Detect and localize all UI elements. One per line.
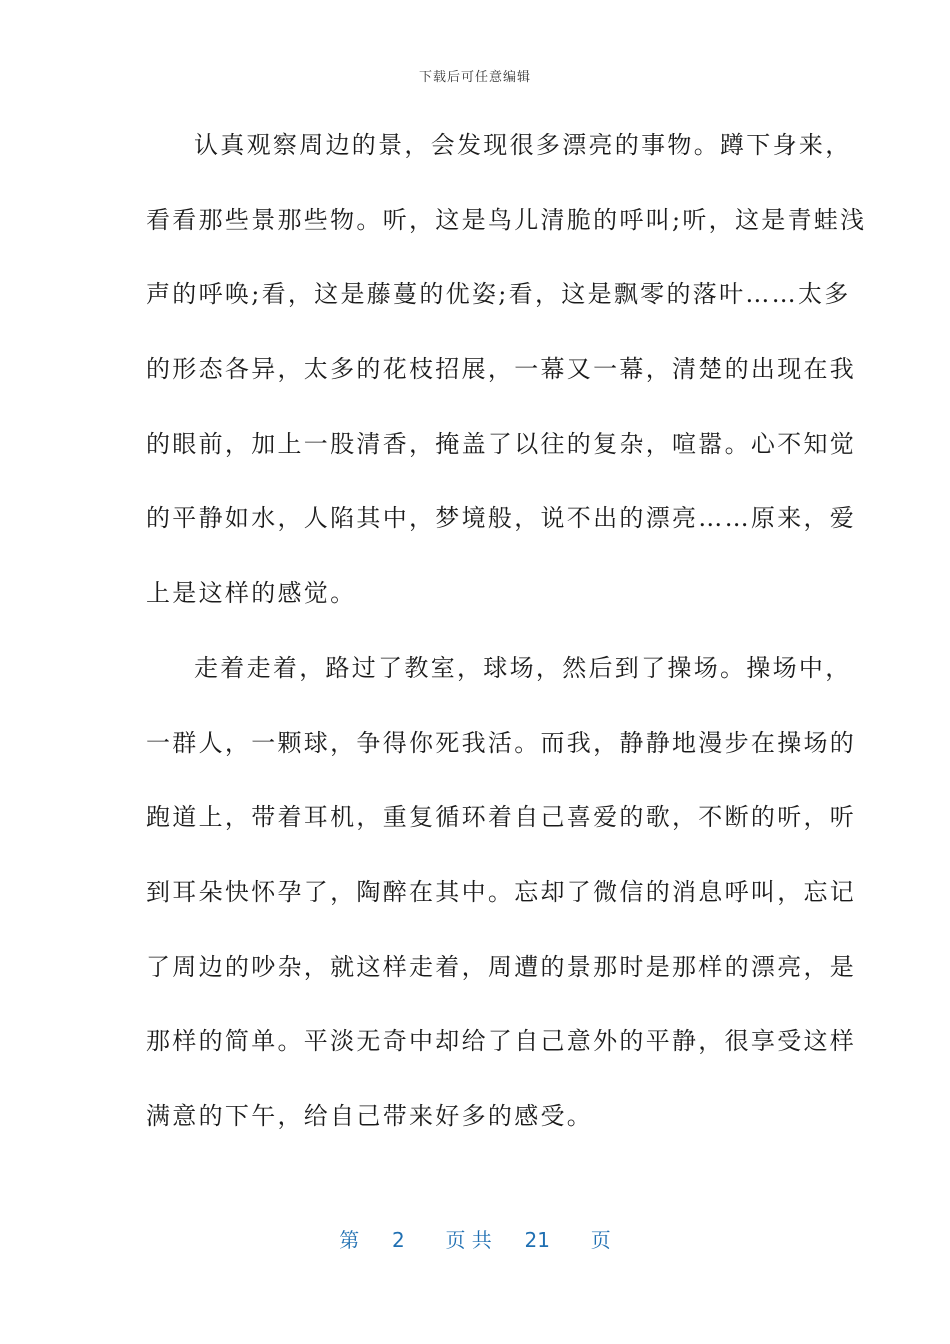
paragraph-line: 跑道上，带着耳机，重复循环着自己喜爱的歌，不断的听，听 [146,803,857,832]
paragraph-line: 的眼前，加上一股清香，掩盖了以往的复杂，喧嚣。心不知觉 [146,429,857,458]
paragraph-line: 看看那些景那些物。听，这是鸟儿清脆的呼叫;听，这是青蛙浅 [146,205,867,234]
document-body [146,108,867,1154]
footer-prefix: 第 [339,1228,360,1252]
paragraph-line: 走着走着，路过了教室，球场，然后到了操场。操场中， [194,653,852,682]
paragraph-line: 满意的下午，给自己带来好多的感受。 [146,1101,594,1130]
paragraph-line: 的平静如水，人陷其中，梦境般，说不出的漂亮……原来，爱 [146,504,857,533]
paragraph-line: 那样的简单。平淡无奇中却给了自己意外的平静，很享受这样 [146,1027,857,1056]
paragraph-1 [146,108,867,631]
page-header: 下载后可任意编辑 [418,70,531,85]
paragraph-line: 的形态各异，太多的花枝招展，一幕又一幕，清楚的出现在我 [146,355,857,384]
total-pages-number: 21 [524,1228,550,1252]
paragraph-line: 一群人，一颗球，争得你死我活。而我，静静地漫步在操场的 [146,728,857,757]
footer-middle: 页 共 [445,1228,492,1252]
paragraph-line: 了周边的吵杂，就这样走着，周遭的景那时是那样的漂亮，是 [146,952,857,981]
paragraph-line: 认真观察周边的景，会发现很多漂亮的事物。蹲下身来， [194,131,852,159]
page-footer [0,1224,950,1253]
paragraph-line: 到耳朵快怀孕了，陶醉在其中。忘却了微信的消息呼叫，忘记 [146,877,857,906]
paragraph-line: 声的呼唤;看，这是藤蔓的优姿;看，这是飘零的落叶……太多 [146,280,851,309]
paragraph-2 [146,631,857,1154]
current-page-number: 2 [392,1228,405,1252]
footer-suffix: 页 [590,1228,611,1252]
paragraph-line: 上是这样的感觉。 [146,579,357,608]
